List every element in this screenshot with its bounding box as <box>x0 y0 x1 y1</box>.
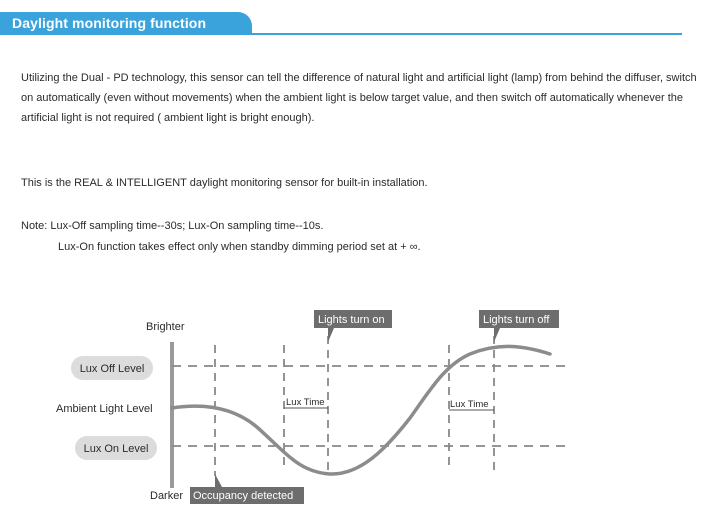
lights-on-label: Lights turn on <box>318 314 385 326</box>
real-intelligent-paragraph: This is the REAL & INTELLIGENT daylight monitoring sensor for built-in installation. <box>21 177 428 189</box>
darker-label: Darker <box>150 490 184 502</box>
lux-off-level-label: Lux Off Level <box>79 363 145 375</box>
lux-on-level-label: Lux On Level <box>83 443 149 455</box>
intro-paragraph: Utilizing the Dual - PD technology, this sensor can tell the difference of natural light and artificial light (lamp) from behind the diffuser, switch on automatically (even without movements) when the ambient light is below target value, and then switch off automatically whenever the artificial light is not required ( ambient light is bright enough). <box>21 72 697 124</box>
brighter-label: Brighter <box>146 321 185 333</box>
section-title: Daylight monitoring function <box>12 15 207 31</box>
note-line-2: Lux-On function takes effect only when standby dimming period set at + ∞. <box>58 241 421 253</box>
lights-off-label: Lights turn off <box>483 314 550 326</box>
occupancy-label: Occupancy detected <box>193 490 294 502</box>
note-line-1: Note: Lux-Off sampling time--30s; Lux-On sampling time--10s. <box>21 220 324 232</box>
lux-time-1-label: Lux Time <box>286 397 325 408</box>
lux-time-2-label: Lux Time <box>450 399 489 410</box>
ambient-light-level-label: Ambient Light Level <box>56 403 153 415</box>
